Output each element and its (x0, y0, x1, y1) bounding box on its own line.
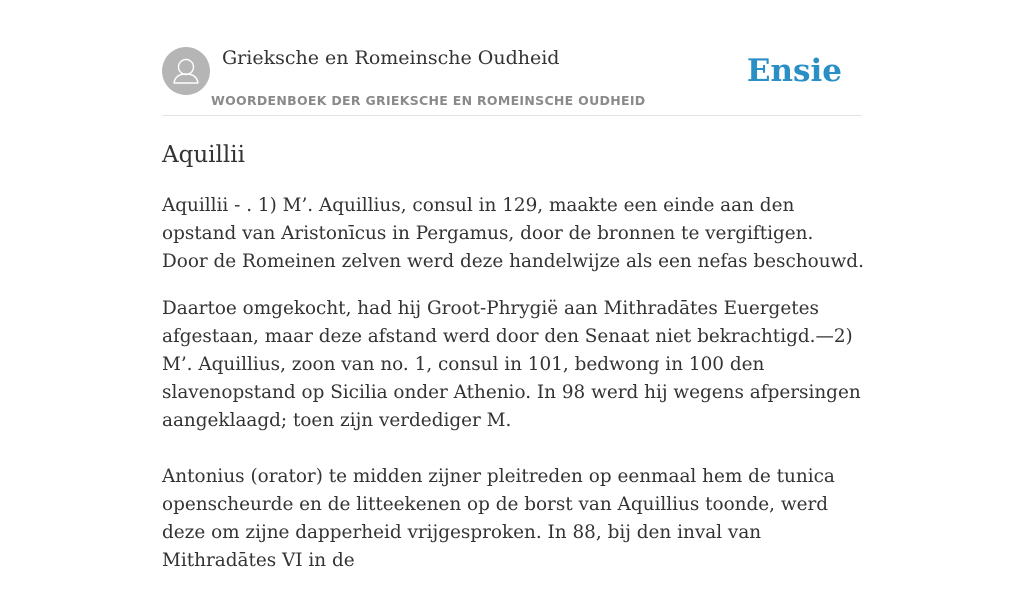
paragraph-spacer (162, 454, 864, 463)
source-subtitle: WOORDENBOEK DER GRIEKSCHE EN ROMEINSCHE OUDHEID (211, 93, 646, 108)
source-title[interactable]: Grieksche en Romeinsche Oudheid (222, 47, 560, 69)
entry-paragraph: Aquillii - . 1) M’. Aquillius, consul in 129, maakte een einde aan den opstand van Aristonīcus in Pergamus, door de bronnen te vergiftigen. Door de Romeinen zelven werd deze handelwijze als een nefas beschouwd. (162, 195, 864, 272)
user-icon (162, 47, 210, 95)
entry-paragraph: Daartoe omgekocht, had hij Groot-Phrygië aan Mithradātes Euergetes afgestaan, maar deze afstand werd door den Senaat niet bekrachtigd.—2) M’. Aquillius, zoon van no. 1, consul in 101, bedwong in 100 den slavenopstand op Sicilia onder Athenio. In 98 werd hij wegens afpersingen aangeklaagd; toen zijn verdediger M. (162, 298, 861, 431)
entry-content (162, 192, 864, 594)
page-title: Aquillii (162, 142, 245, 168)
brand-logo[interactable]: Ensie (746, 53, 842, 89)
source-header (162, 46, 862, 116)
avatar[interactable] (162, 47, 210, 95)
entry-paragraph: Antonius (orator) te midden zijner pleitreden op eenmaal hem de tunica openscheurde en de litteekenen op de borst van Aquillius toonde, werd deze om zijne dapperheid vrijgesproken. In 88, bij den inval van Mithradātes VI in de (162, 466, 835, 571)
